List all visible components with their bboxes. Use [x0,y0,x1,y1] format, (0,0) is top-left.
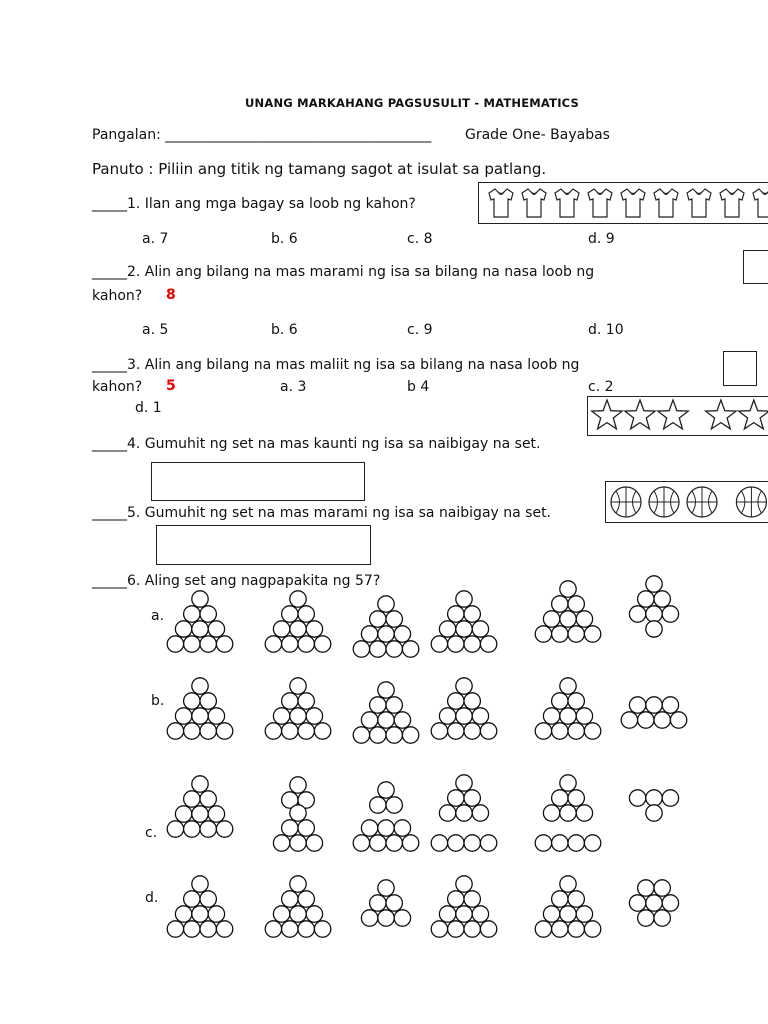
circle-set [353,596,419,657]
circle-set [629,880,678,926]
grade-section-label: Grade One- Bayabas [465,127,610,143]
question-3-text-cont: kahon? [92,379,143,395]
circle-set [265,591,331,652]
q6-option-b-label: b. [151,693,165,709]
question-1-text: _____1. Ilan ang mga bagay sa loob ng kahon? [92,196,416,212]
question-5-text: _____5. Gumuhit ng set na mas marami ng isa sa naibigay na set. [92,505,552,521]
circle-set [535,835,601,851]
circle-set [282,777,315,808]
name-field-label: Pangalan: ______________________________________ [92,127,432,143]
circle-set [535,581,601,642]
q1-choice-c: c. 8 [407,231,433,247]
circle-set [535,876,601,937]
circle-set [431,835,497,851]
circle-set [629,576,678,637]
circle-set [370,782,403,813]
q6-option-c-label: c. [145,825,158,841]
circle-set [361,880,410,926]
circle-set [621,697,687,728]
q6-option-a-label: a. [151,608,165,624]
q1-choice-b: b. 6 [271,231,298,247]
question-2-number: 8 [166,287,176,303]
q3-choice-b: b 4 [407,379,430,395]
circle-set [431,591,497,652]
q6-option-d-label: d. [145,890,159,906]
question-3-number: 5 [166,378,176,394]
circle-set [167,776,233,837]
q1-choice-a: a. 7 [142,231,169,247]
q3-choice-c: c. 2 [588,379,614,395]
circle-set [535,678,601,739]
instructions: Panuto : Piliin ang titik ng tamang sagot at isulat sa patlang. [92,160,547,178]
circle-set [265,876,331,937]
q2-choice-d: d. 10 [588,322,624,338]
q2-choice-c: c. 9 [407,322,433,338]
test-title: UNANG MARKAHANG PAGSUSULIT - MATHEMATICS [245,96,580,110]
question-4-text: _____4. Gumuhit ng set na mas kaunti ng isa sa naibigay na set. [92,436,541,452]
circle-set [167,876,233,937]
q3-choice-a: a. 3 [280,379,307,395]
circle-set [265,678,331,739]
circle-set [431,678,497,739]
circle-set [543,775,592,821]
q1-choice-d: d. 9 [588,231,615,247]
circle-set [629,790,678,821]
question-2-text-cont: kahon? [92,288,143,304]
q3-choice-d: d. 1 [135,400,162,416]
circle-set [439,775,488,821]
q2-choice-a: a. 5 [142,322,169,338]
question-3-text: _____3. Alin ang bilang na mas maliit ng isa sa bilang na nasa loob ng [92,357,580,373]
circle-set [431,876,497,937]
circle-set [167,591,233,652]
circle-set [273,805,322,851]
question-2-text: _____2. Alin ang bilang na mas marami ng isa sa bilang na nasa loob ng [92,264,595,280]
circle-set [167,678,233,739]
circle-set [353,820,419,851]
q2-choice-b: b. 6 [271,322,298,338]
question-6-text: _____6. Aling set ang nagpapakita ng 57? [92,573,381,589]
circle-set [353,682,419,743]
